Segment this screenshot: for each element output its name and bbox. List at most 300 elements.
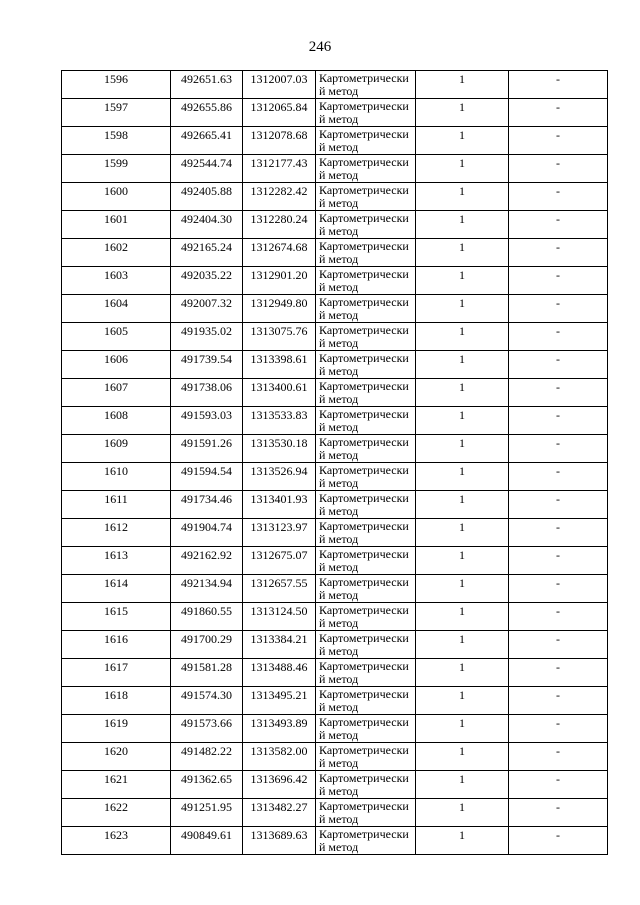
y-coordinate-cell — [243, 631, 316, 659]
note-cell — [509, 155, 608, 183]
point-number-value: 1616 — [104, 632, 128, 646]
x-coordinate-cell — [171, 547, 243, 575]
method-cell — [316, 127, 416, 155]
point-number-value: 1603 — [104, 268, 128, 282]
x-coordinate-value: 491738.06 — [181, 380, 232, 394]
note-cell — [509, 771, 608, 799]
count-value: 1 — [459, 268, 465, 282]
point-number-cell — [62, 659, 171, 687]
count-value: 1 — [459, 548, 465, 562]
note-value: - — [556, 128, 560, 142]
point-number-value: 1605 — [104, 324, 128, 338]
count-value: 1 — [459, 156, 465, 170]
count-value: 1 — [459, 716, 465, 730]
x-coordinate-cell — [171, 211, 243, 239]
method-cell — [316, 491, 416, 519]
y-coordinate-cell — [243, 743, 316, 771]
y-coordinate-cell — [243, 547, 316, 575]
method-value: Картометрически й метод — [319, 71, 409, 98]
note-value: - — [556, 296, 560, 310]
y-coordinate-cell — [243, 183, 316, 211]
note-cell — [509, 99, 608, 127]
count-value: 1 — [459, 828, 465, 842]
note-value: - — [556, 716, 560, 730]
note-cell — [509, 519, 608, 547]
y-coordinate-value: 1313526.94 — [250, 464, 308, 478]
method-cell — [316, 71, 416, 99]
y-coordinate-value: 1313400.61 — [250, 380, 308, 394]
point-number-cell — [62, 379, 171, 407]
count-value: 1 — [459, 464, 465, 478]
table-row — [62, 771, 608, 799]
note-cell — [509, 267, 608, 295]
count-cell — [416, 547, 509, 575]
x-coordinate-cell — [171, 463, 243, 491]
method-value: Картометрически й метод — [319, 463, 409, 490]
note-cell — [509, 631, 608, 659]
count-value: 1 — [459, 380, 465, 394]
point-number-value: 1597 — [104, 100, 128, 114]
note-value: - — [556, 744, 560, 758]
x-coordinate-cell — [171, 659, 243, 687]
note-cell — [509, 295, 608, 323]
note-value: - — [556, 632, 560, 646]
count-value: 1 — [459, 772, 465, 786]
y-coordinate-value: 1313495.21 — [250, 688, 308, 702]
count-value: 1 — [459, 408, 465, 422]
table-row — [62, 491, 608, 519]
note-value: - — [556, 520, 560, 534]
count-value: 1 — [459, 436, 465, 450]
x-coordinate-value: 492665.41 — [181, 128, 232, 142]
method-value: Картометрически й метод — [319, 687, 409, 714]
count-value: 1 — [459, 184, 465, 198]
point-number-cell — [62, 799, 171, 827]
table-row — [62, 603, 608, 631]
point-number-cell — [62, 603, 171, 631]
y-coordinate-cell — [243, 435, 316, 463]
point-number-cell — [62, 631, 171, 659]
count-value: 1 — [459, 352, 465, 366]
x-coordinate-cell — [171, 351, 243, 379]
y-coordinate-value: 1313696.42 — [250, 772, 308, 786]
count-cell — [416, 267, 509, 295]
y-coordinate-cell — [243, 323, 316, 351]
page-number: 246 — [308, 39, 332, 55]
x-coordinate-value: 492404.30 — [181, 212, 232, 226]
y-coordinate-value: 1312657.55 — [250, 576, 308, 590]
x-coordinate-value: 491574.30 — [181, 688, 232, 702]
method-value: Картометрически й метод — [319, 211, 409, 238]
table-row — [62, 659, 608, 687]
point-number-cell — [62, 547, 171, 575]
x-coordinate-cell — [171, 323, 243, 351]
count-value: 1 — [459, 576, 465, 590]
method-value: Картометрически й метод — [319, 743, 409, 770]
method-value: Картометрически й метод — [319, 127, 409, 154]
y-coordinate-value: 1313401.93 — [250, 492, 308, 506]
x-coordinate-cell — [171, 379, 243, 407]
note-value: - — [556, 828, 560, 842]
point-number-value: 1601 — [104, 212, 128, 226]
method-value: Картометрически й метод — [319, 183, 409, 210]
table-row — [62, 463, 608, 491]
note-value: - — [556, 240, 560, 254]
y-coordinate-value: 1313582.00 — [250, 744, 308, 758]
y-coordinate-cell — [243, 659, 316, 687]
y-coordinate-cell — [243, 771, 316, 799]
count-cell — [416, 771, 509, 799]
table-row — [62, 323, 608, 351]
note-cell — [509, 435, 608, 463]
x-coordinate-cell — [171, 491, 243, 519]
point-number-cell — [62, 463, 171, 491]
point-number-value: 1611 — [104, 492, 128, 506]
x-coordinate-cell — [171, 715, 243, 743]
point-number-value: 1621 — [104, 772, 128, 786]
note-value: - — [556, 212, 560, 226]
count-cell — [416, 127, 509, 155]
method-value: Картометрически й метод — [319, 547, 409, 574]
count-cell — [416, 603, 509, 631]
y-coordinate-value: 1313398.61 — [250, 352, 308, 366]
note-value: - — [556, 576, 560, 590]
x-coordinate-value: 491593.03 — [181, 408, 232, 422]
note-cell — [509, 211, 608, 239]
point-number-value: 1615 — [104, 604, 128, 618]
y-coordinate-cell — [243, 715, 316, 743]
note-cell — [509, 407, 608, 435]
count-cell — [416, 519, 509, 547]
x-coordinate-cell — [171, 239, 243, 267]
y-coordinate-cell — [243, 239, 316, 267]
point-number-value: 1623 — [104, 828, 128, 842]
x-coordinate-value: 491935.02 — [181, 324, 232, 338]
method-cell — [316, 463, 416, 491]
method-cell — [316, 827, 416, 855]
y-coordinate-value: 1313493.89 — [250, 716, 308, 730]
point-number-value: 1612 — [104, 520, 128, 534]
note-value: - — [556, 100, 560, 114]
note-cell — [509, 659, 608, 687]
method-value: Картометрически й метод — [319, 659, 409, 686]
count-cell — [416, 323, 509, 351]
y-coordinate-cell — [243, 799, 316, 827]
table-row — [62, 295, 608, 323]
note-cell — [509, 323, 608, 351]
point-number-cell — [62, 827, 171, 855]
count-value: 1 — [459, 520, 465, 534]
y-coordinate-value: 1312280.24 — [250, 212, 308, 226]
y-coordinate-value: 1313533.83 — [250, 408, 308, 422]
note-value: - — [556, 324, 560, 338]
method-cell — [316, 603, 416, 631]
note-value: - — [556, 688, 560, 702]
x-coordinate-value: 491362.65 — [181, 772, 232, 786]
point-number-value: 1614 — [104, 576, 128, 590]
method-value: Картометрически й метод — [319, 155, 409, 182]
y-coordinate-cell — [243, 379, 316, 407]
point-number-cell — [62, 155, 171, 183]
table-row — [62, 183, 608, 211]
table-row — [62, 99, 608, 127]
y-coordinate-value: 1313124.50 — [250, 604, 308, 618]
y-coordinate-value: 1312065.84 — [250, 100, 308, 114]
method-value: Картометрически й метод — [319, 491, 409, 518]
method-value: Картометрически й метод — [319, 323, 409, 350]
method-cell — [316, 99, 416, 127]
point-number-value: 1622 — [104, 800, 128, 814]
y-coordinate-cell — [243, 407, 316, 435]
x-coordinate-cell — [171, 743, 243, 771]
point-number-cell — [62, 743, 171, 771]
note-value: - — [556, 436, 560, 450]
y-coordinate-cell — [243, 827, 316, 855]
count-cell — [416, 491, 509, 519]
x-coordinate-value: 491573.66 — [181, 716, 232, 730]
point-number-cell — [62, 519, 171, 547]
y-coordinate-cell — [243, 211, 316, 239]
y-coordinate-cell — [243, 575, 316, 603]
y-coordinate-cell — [243, 295, 316, 323]
y-coordinate-value: 1312177.43 — [250, 156, 308, 170]
x-coordinate-value: 491482.22 — [181, 744, 232, 758]
y-coordinate-value: 1312674.68 — [250, 240, 308, 254]
x-coordinate-value: 492544.74 — [181, 156, 232, 170]
table-row — [62, 407, 608, 435]
method-cell — [316, 323, 416, 351]
point-number-value: 1617 — [104, 660, 128, 674]
note-value: - — [556, 772, 560, 786]
count-value: 1 — [459, 632, 465, 646]
y-coordinate-cell — [243, 155, 316, 183]
count-cell — [416, 435, 509, 463]
count-cell — [416, 407, 509, 435]
point-number-value: 1596 — [104, 72, 128, 86]
count-value: 1 — [459, 72, 465, 86]
y-coordinate-value: 1313530.18 — [250, 436, 308, 450]
y-coordinate-cell — [243, 351, 316, 379]
count-cell — [416, 799, 509, 827]
x-coordinate-cell — [171, 407, 243, 435]
note-cell — [509, 379, 608, 407]
method-cell — [316, 575, 416, 603]
point-number-value: 1604 — [104, 296, 128, 310]
y-coordinate-value: 1313689.63 — [250, 828, 308, 842]
method-value: Картометрически й метод — [319, 827, 409, 854]
point-number-cell — [62, 491, 171, 519]
table-row — [62, 211, 608, 239]
point-number-value: 1600 — [104, 184, 128, 198]
x-coordinate-value: 491734.46 — [181, 492, 232, 506]
method-value: Картометрически й метод — [319, 715, 409, 742]
point-number-cell — [62, 267, 171, 295]
x-coordinate-value: 491591.26 — [181, 436, 232, 450]
note-value: - — [556, 492, 560, 506]
table-row — [62, 575, 608, 603]
y-coordinate-cell — [243, 603, 316, 631]
count-value: 1 — [459, 128, 465, 142]
count-cell — [416, 463, 509, 491]
method-value: Картометрически й метод — [319, 799, 409, 826]
method-value: Картометрически й метод — [319, 99, 409, 126]
y-coordinate-value: 1313384.21 — [250, 632, 308, 646]
point-number-value: 1602 — [104, 240, 128, 254]
table-row — [62, 743, 608, 771]
point-number-cell — [62, 183, 171, 211]
method-cell — [316, 295, 416, 323]
x-coordinate-cell — [171, 771, 243, 799]
method-cell — [316, 631, 416, 659]
y-coordinate-cell — [243, 687, 316, 715]
table-row — [62, 155, 608, 183]
point-number-cell — [62, 239, 171, 267]
y-coordinate-cell — [243, 267, 316, 295]
method-cell — [316, 379, 416, 407]
count-cell — [416, 183, 509, 211]
method-cell — [316, 715, 416, 743]
note-cell — [509, 127, 608, 155]
method-cell — [316, 687, 416, 715]
note-cell — [509, 547, 608, 575]
y-coordinate-value: 1313075.76 — [250, 324, 308, 338]
x-coordinate-value: 492655.86 — [181, 100, 232, 114]
count-value: 1 — [459, 492, 465, 506]
table-row — [62, 351, 608, 379]
note-value: - — [556, 72, 560, 86]
note-cell — [509, 491, 608, 519]
x-coordinate-cell — [171, 155, 243, 183]
count-cell — [416, 71, 509, 99]
x-coordinate-value: 491251.95 — [181, 800, 232, 814]
count-cell — [416, 631, 509, 659]
method-value: Картометрически й метод — [319, 267, 409, 294]
method-value: Картометрически й метод — [319, 239, 409, 266]
x-coordinate-value: 492035.22 — [181, 268, 232, 282]
point-number-cell — [62, 407, 171, 435]
count-cell — [416, 575, 509, 603]
note-value: - — [556, 184, 560, 198]
y-coordinate-value: 1312901.20 — [250, 268, 308, 282]
note-cell — [509, 715, 608, 743]
x-coordinate-value: 492007.32 — [181, 296, 232, 310]
y-coordinate-value: 1313482.27 — [250, 800, 308, 814]
x-coordinate-cell — [171, 295, 243, 323]
x-coordinate-cell — [171, 267, 243, 295]
y-coordinate-cell — [243, 99, 316, 127]
note-value: - — [556, 352, 560, 366]
table-row — [62, 71, 608, 99]
table-row — [62, 127, 608, 155]
note-cell — [509, 71, 608, 99]
count-cell — [416, 687, 509, 715]
method-cell — [316, 799, 416, 827]
table-row — [62, 827, 608, 855]
point-number-cell — [62, 575, 171, 603]
note-cell — [509, 603, 608, 631]
x-coordinate-cell — [171, 183, 243, 211]
note-value: - — [556, 380, 560, 394]
count-value: 1 — [459, 604, 465, 618]
method-cell — [316, 351, 416, 379]
table-row — [62, 267, 608, 295]
point-number-value: 1606 — [104, 352, 128, 366]
note-cell — [509, 351, 608, 379]
point-number-cell — [62, 71, 171, 99]
method-cell — [316, 183, 416, 211]
method-value: Картометрически й метод — [319, 407, 409, 434]
count-value: 1 — [459, 240, 465, 254]
point-number-value: 1618 — [104, 688, 128, 702]
count-cell — [416, 659, 509, 687]
point-number-value: 1599 — [104, 156, 128, 170]
x-coordinate-cell — [171, 603, 243, 631]
count-cell — [416, 827, 509, 855]
note-value: - — [556, 604, 560, 618]
note-value: - — [556, 800, 560, 814]
method-cell — [316, 771, 416, 799]
point-number-value: 1619 — [104, 716, 128, 730]
coordinates-table-body — [62, 71, 608, 855]
table-row — [62, 715, 608, 743]
x-coordinate-value: 492651.63 — [181, 72, 232, 86]
count-value: 1 — [459, 744, 465, 758]
method-value: Картометрически й метод — [319, 771, 409, 798]
count-cell — [416, 743, 509, 771]
table-row — [62, 631, 608, 659]
method-value: Картометрически й метод — [319, 603, 409, 630]
note-cell — [509, 239, 608, 267]
point-number-value: 1613 — [104, 548, 128, 562]
x-coordinate-value: 492162.92 — [181, 548, 232, 562]
point-number-cell — [62, 295, 171, 323]
method-cell — [316, 155, 416, 183]
method-cell — [316, 519, 416, 547]
x-coordinate-value: 491739.54 — [181, 352, 232, 366]
x-coordinate-cell — [171, 687, 243, 715]
count-value: 1 — [459, 660, 465, 674]
count-value: 1 — [459, 800, 465, 814]
coordinates-table — [61, 70, 608, 855]
x-coordinate-value: 490849.61 — [181, 828, 232, 842]
note-cell — [509, 183, 608, 211]
point-number-cell — [62, 211, 171, 239]
x-coordinate-cell — [171, 827, 243, 855]
point-number-cell — [62, 99, 171, 127]
point-number-cell — [62, 435, 171, 463]
table-row — [62, 435, 608, 463]
point-number-cell — [62, 323, 171, 351]
method-cell — [316, 435, 416, 463]
x-coordinate-value: 491904.74 — [181, 520, 232, 534]
count-cell — [416, 351, 509, 379]
method-value: Картометрически й метод — [319, 295, 409, 322]
note-value: - — [556, 156, 560, 170]
x-coordinate-cell — [171, 631, 243, 659]
method-cell — [316, 267, 416, 295]
note-value: - — [556, 464, 560, 478]
method-value: Картометрически й метод — [319, 519, 409, 546]
y-coordinate-cell — [243, 127, 316, 155]
method-cell — [316, 239, 416, 267]
method-cell — [316, 547, 416, 575]
count-cell — [416, 99, 509, 127]
x-coordinate-cell — [171, 99, 243, 127]
method-value: Картометрически й метод — [319, 575, 409, 602]
point-number-cell — [62, 127, 171, 155]
y-coordinate-value: 1313488.46 — [250, 660, 308, 674]
point-number-value: 1608 — [104, 408, 128, 422]
